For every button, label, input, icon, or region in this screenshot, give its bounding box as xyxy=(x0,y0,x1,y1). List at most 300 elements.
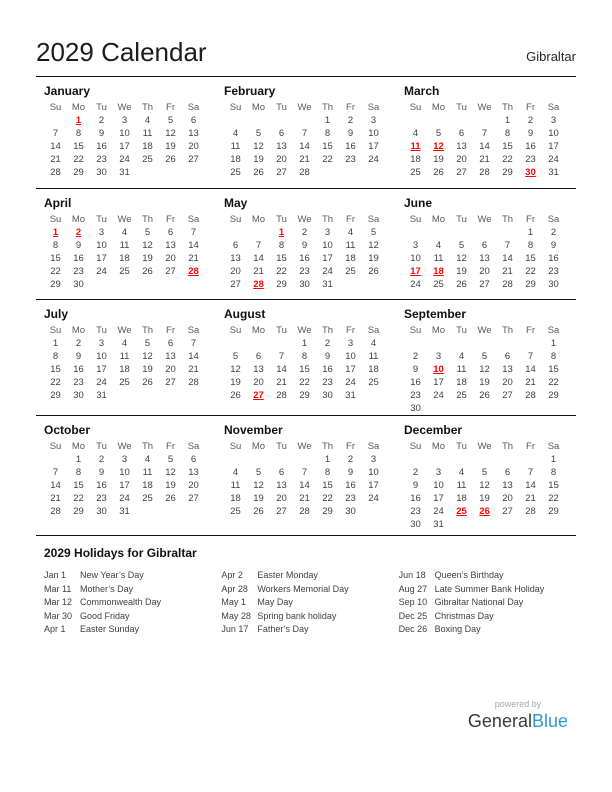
week-row xyxy=(224,389,385,402)
holidays-section-title: 2029 Holidays for Gibraltar xyxy=(44,546,197,560)
day-cell: 31 xyxy=(119,506,130,517)
month-november xyxy=(216,416,396,531)
day-cell: 28 xyxy=(299,167,310,178)
day-cell: 19 xyxy=(230,377,241,388)
week-row xyxy=(404,453,565,466)
day-cell: 22 xyxy=(548,377,559,388)
holiday-name: Workers Memorial Day xyxy=(257,583,349,594)
day-cell: 26 xyxy=(456,279,467,290)
holiday-entry xyxy=(44,610,221,624)
day-cell xyxy=(519,453,542,466)
day-cell xyxy=(496,453,519,466)
day-cell: 20 xyxy=(502,377,513,388)
day-cell: 13 xyxy=(479,253,490,264)
day-cell: 16 xyxy=(96,141,107,152)
day-cell xyxy=(224,226,247,239)
week-row xyxy=(44,492,205,505)
day-cell: 11 xyxy=(433,253,444,264)
day-cell: 4 xyxy=(121,338,128,349)
day-cell: 15 xyxy=(276,253,287,264)
day-cell xyxy=(90,278,113,291)
day-cell: 11 xyxy=(142,467,153,478)
holiday-date: Dec 26 xyxy=(398,624,428,634)
day-cell: 7 xyxy=(527,467,534,478)
day-cell xyxy=(224,114,247,127)
holiday-date: Apr 2 xyxy=(221,570,243,580)
holiday-day-cell: 28 xyxy=(253,279,264,290)
day-cell: 21 xyxy=(276,377,287,388)
day-cell: 24 xyxy=(368,154,379,165)
day-cell: 20 xyxy=(188,141,199,152)
holiday-entry xyxy=(44,623,221,637)
week-row xyxy=(224,265,385,278)
day-cell: 5 xyxy=(255,128,262,139)
week-row xyxy=(44,127,205,140)
day-cell xyxy=(159,166,182,179)
weekday-header: Mo xyxy=(71,102,86,113)
week-row xyxy=(44,376,205,389)
day-cell: 1 xyxy=(550,338,557,349)
day-cell: 3 xyxy=(435,467,442,478)
weekday-header: Th xyxy=(141,325,154,336)
holidays-column-3 xyxy=(399,569,576,637)
day-cell: 13 xyxy=(502,364,513,375)
day-cell: 4 xyxy=(144,454,151,465)
day-cell: 8 xyxy=(75,128,82,139)
day-cell: 14 xyxy=(188,240,199,251)
weekday-header: We xyxy=(117,214,132,225)
day-cell xyxy=(316,166,339,179)
day-cell: 30 xyxy=(96,506,107,517)
weekday-header: Mo xyxy=(71,214,86,225)
day-cell: 5 xyxy=(144,338,151,349)
day-cell: 18 xyxy=(410,154,421,165)
holiday-date: May 28 xyxy=(221,610,251,621)
day-cell: 14 xyxy=(479,141,490,152)
day-cell: 20 xyxy=(479,266,490,277)
day-cell: 15 xyxy=(548,480,559,491)
region-label: Gibraltar xyxy=(526,49,576,64)
footer xyxy=(468,699,568,732)
day-cell: 29 xyxy=(322,506,333,517)
day-cell: 27 xyxy=(188,493,199,504)
day-cell: 3 xyxy=(324,227,331,238)
holidays-column-1 xyxy=(44,569,221,637)
day-cell xyxy=(182,505,205,518)
day-cell: 4 xyxy=(458,351,465,362)
day-cell: 8 xyxy=(324,128,331,139)
day-cell: 23 xyxy=(96,154,107,165)
week-row xyxy=(224,153,385,166)
week-row xyxy=(44,153,205,166)
week-row xyxy=(404,505,565,518)
holiday-date: Mar 11 xyxy=(44,583,72,594)
day-cell xyxy=(519,337,542,350)
weekday-header: Su xyxy=(229,214,242,225)
day-cell: 21 xyxy=(299,493,310,504)
day-cell: 9 xyxy=(347,128,354,139)
month-january xyxy=(36,77,216,188)
month-september xyxy=(396,300,576,415)
weekday-header: Fr xyxy=(526,441,535,452)
day-cell: 25 xyxy=(230,167,241,178)
week-row xyxy=(44,226,205,239)
weekday-header: We xyxy=(297,214,312,225)
day-cell xyxy=(450,402,473,415)
day-cell: 2 xyxy=(412,351,419,362)
day-cell: 10 xyxy=(368,467,379,478)
day-cell xyxy=(362,389,385,402)
day-cell: 27 xyxy=(165,377,176,388)
day-cell: 29 xyxy=(276,279,287,290)
day-cell: 14 xyxy=(525,364,536,375)
holiday-entry xyxy=(44,569,221,583)
day-cell: 26 xyxy=(253,167,264,178)
day-cell: 16 xyxy=(322,364,333,375)
day-cell xyxy=(473,518,496,531)
day-cell: 8 xyxy=(278,240,285,251)
day-cell: 2 xyxy=(75,338,82,349)
month-table xyxy=(44,101,205,179)
holiday-date: Jan 1 xyxy=(44,570,67,580)
week-row xyxy=(404,402,565,415)
day-cell xyxy=(473,453,496,466)
day-cell: 14 xyxy=(299,141,310,152)
day-cell: 11 xyxy=(142,128,153,139)
day-cell: 3 xyxy=(98,338,105,349)
day-cell: 30 xyxy=(410,519,421,530)
day-cell: 20 xyxy=(502,493,513,504)
month-march xyxy=(396,77,576,188)
holiday-entry xyxy=(221,569,398,583)
day-cell: 15 xyxy=(548,364,559,375)
day-cell: 23 xyxy=(299,266,310,277)
day-cell: 9 xyxy=(301,240,308,251)
page-title: 2029 Calendar xyxy=(36,37,207,67)
day-cell: 31 xyxy=(548,167,559,178)
day-cell: 23 xyxy=(322,377,333,388)
day-cell: 14 xyxy=(50,141,61,152)
weekday-header: Fr xyxy=(526,102,535,113)
holiday-name: Mother’s Day xyxy=(80,583,134,594)
day-cell: 13 xyxy=(456,141,467,152)
day-cell: 29 xyxy=(299,390,310,401)
holiday-date: Mar 12 xyxy=(44,597,73,607)
weekday-header: Su xyxy=(49,214,62,225)
holiday-name: Easter Sunday xyxy=(80,624,140,634)
holiday-entry xyxy=(44,596,221,610)
day-cell: 14 xyxy=(253,253,264,264)
day-cell xyxy=(270,337,293,350)
weekday-header: We xyxy=(477,441,492,452)
month-name: March xyxy=(404,84,440,98)
week-row xyxy=(44,140,205,153)
day-cell: 2 xyxy=(98,454,105,465)
week-row xyxy=(44,114,205,127)
weekday-header: Tu xyxy=(456,214,467,225)
day-cell: 22 xyxy=(525,266,536,277)
day-cell: 15 xyxy=(50,364,61,375)
day-cell: 26 xyxy=(142,266,153,277)
day-cell: 20 xyxy=(253,377,264,388)
holiday-day-cell: 26 xyxy=(479,506,490,517)
day-cell: 16 xyxy=(96,480,107,491)
day-cell: 11 xyxy=(456,480,467,491)
holiday-entry xyxy=(221,596,398,610)
week-row xyxy=(224,453,385,466)
day-cell: 8 xyxy=(52,351,59,362)
day-cell: 9 xyxy=(324,351,331,362)
day-cell xyxy=(159,278,182,291)
day-cell: 24 xyxy=(410,279,421,290)
day-cell: 5 xyxy=(232,351,239,362)
day-cell: 5 xyxy=(435,128,442,139)
week-row xyxy=(44,252,205,265)
day-cell: 12 xyxy=(165,467,176,478)
day-cell: 28 xyxy=(479,167,490,178)
holiday-date: Apr 1 xyxy=(44,624,66,634)
day-cell: 29 xyxy=(502,167,513,178)
day-cell: 7 xyxy=(481,128,488,139)
day-cell: 8 xyxy=(75,467,82,478)
month-table xyxy=(404,440,565,531)
week-row xyxy=(44,505,205,518)
weekday-header: Mo xyxy=(431,102,446,113)
day-cell: 24 xyxy=(96,266,107,277)
day-cell: 21 xyxy=(50,493,61,504)
day-cell: 28 xyxy=(502,279,513,290)
powered-by-label: powered by xyxy=(494,699,542,709)
day-cell: 17 xyxy=(345,364,356,375)
weekday-header: We xyxy=(477,102,492,113)
day-cell: 9 xyxy=(98,128,105,139)
weekday-header: We xyxy=(117,102,132,113)
week-row xyxy=(404,265,565,278)
day-cell: 5 xyxy=(255,467,262,478)
day-cell: 20 xyxy=(230,266,241,277)
weekday-header: Mo xyxy=(71,325,86,336)
day-cell xyxy=(519,402,542,415)
day-cell: 28 xyxy=(525,390,536,401)
day-cell: 16 xyxy=(410,377,421,388)
week-row xyxy=(44,453,205,466)
day-cell: 14 xyxy=(299,480,310,491)
day-cell: 24 xyxy=(548,154,559,165)
day-cell: 17 xyxy=(119,141,130,152)
holiday-date: Mar 30 xyxy=(44,610,73,621)
weekday-header: Su xyxy=(49,441,62,452)
day-cell: 7 xyxy=(301,467,308,478)
weekday-header: Th xyxy=(141,214,154,225)
day-cell: 19 xyxy=(142,364,153,375)
month-row-1 xyxy=(36,77,576,188)
holiday-date: May 1 xyxy=(221,597,246,607)
week-row xyxy=(224,492,385,505)
day-cell: 27 xyxy=(188,154,199,165)
weekday-header: Tu xyxy=(96,214,107,225)
day-cell: 30 xyxy=(299,279,310,290)
holiday-day-cell: 28 xyxy=(188,266,199,277)
day-cell: 22 xyxy=(322,154,333,165)
day-cell: 3 xyxy=(121,454,128,465)
day-cell: 23 xyxy=(410,390,421,401)
month-august xyxy=(216,300,396,415)
day-cell: 21 xyxy=(50,154,61,165)
day-cell: 30 xyxy=(322,390,333,401)
day-cell: 1 xyxy=(75,454,82,465)
month-row-2 xyxy=(36,188,576,299)
holiday-entry xyxy=(399,610,576,624)
holiday-name: Late Summer Bank Holiday xyxy=(434,583,545,594)
day-cell: 11 xyxy=(230,141,241,152)
day-cell xyxy=(473,337,496,350)
holiday-entry xyxy=(221,623,398,637)
weekday-header: We xyxy=(117,325,132,336)
day-cell: 15 xyxy=(50,253,61,264)
day-cell: 18 xyxy=(368,364,379,375)
holiday-name: Father’s Day xyxy=(257,624,309,634)
generalblue-logo xyxy=(468,711,568,732)
day-cell: 22 xyxy=(502,154,513,165)
day-cell xyxy=(136,166,159,179)
month-name: November xyxy=(224,423,283,437)
day-cell: 1 xyxy=(52,338,59,349)
day-cell: 5 xyxy=(144,227,151,238)
day-cell: 20 xyxy=(165,364,176,375)
weekday-header: Tu xyxy=(96,325,107,336)
day-cell xyxy=(496,402,519,415)
day-cell xyxy=(473,402,496,415)
month-table xyxy=(224,101,385,179)
day-cell xyxy=(247,226,270,239)
day-cell: 3 xyxy=(435,351,442,362)
day-cell: 25 xyxy=(142,493,153,504)
month-name: May xyxy=(224,196,248,210)
day-cell: 30 xyxy=(73,390,84,401)
day-cell xyxy=(473,226,496,239)
holiday-day-cell: 1 xyxy=(52,227,59,238)
day-cell xyxy=(293,114,316,127)
weekday-header: Tu xyxy=(276,102,287,113)
weekday-header: Th xyxy=(501,214,514,225)
weekday-header: Th xyxy=(501,441,514,452)
month-table xyxy=(44,324,205,402)
week-row xyxy=(224,252,385,265)
day-cell: 16 xyxy=(345,141,356,152)
day-cell: 29 xyxy=(525,279,536,290)
day-cell xyxy=(224,337,247,350)
month-name: April xyxy=(44,196,72,210)
holiday-date: Jun 18 xyxy=(398,570,426,580)
month-october xyxy=(36,416,216,531)
day-cell: 7 xyxy=(278,351,285,362)
day-cell: 6 xyxy=(278,128,285,139)
weekday-header: Tu xyxy=(456,325,467,336)
day-cell: 15 xyxy=(322,141,333,152)
day-cell: 23 xyxy=(96,493,107,504)
holiday-entry xyxy=(399,583,576,597)
day-cell: 16 xyxy=(525,141,536,152)
day-cell xyxy=(270,114,293,127)
day-cell: 9 xyxy=(75,351,82,362)
day-cell xyxy=(362,505,385,518)
day-cell: 15 xyxy=(299,364,310,375)
week-row xyxy=(404,376,565,389)
day-cell: 26 xyxy=(165,154,176,165)
day-cell: 17 xyxy=(322,253,333,264)
week-row xyxy=(44,278,205,291)
month-table xyxy=(404,101,565,179)
day-cell: 10 xyxy=(322,240,333,251)
month-february xyxy=(216,77,396,188)
day-cell: 12 xyxy=(368,240,379,251)
holiday-entry xyxy=(399,596,576,610)
day-cell: 4 xyxy=(458,467,465,478)
day-cell: 17 xyxy=(96,253,107,264)
day-cell: 6 xyxy=(504,467,511,478)
weekday-header: Tu xyxy=(96,441,107,452)
weekday-header: Fr xyxy=(166,102,175,113)
day-cell: 13 xyxy=(276,480,287,491)
day-cell: 25 xyxy=(119,377,130,388)
weekday-header: Tu xyxy=(276,214,287,225)
day-cell: 19 xyxy=(456,266,467,277)
day-cell xyxy=(113,278,136,291)
day-cell xyxy=(113,389,136,402)
day-cell: 12 xyxy=(142,351,153,362)
day-cell xyxy=(450,453,473,466)
day-cell: 8 xyxy=(504,128,511,139)
holiday-date: Dec 25 xyxy=(398,610,428,621)
day-cell: 21 xyxy=(188,253,199,264)
day-cell: 4 xyxy=(412,128,419,139)
day-cell: 25 xyxy=(345,266,356,277)
day-cell: 23 xyxy=(345,493,356,504)
holiday-entry xyxy=(399,569,576,583)
day-cell: 24 xyxy=(368,493,379,504)
week-row xyxy=(404,278,565,291)
day-cell xyxy=(404,453,427,466)
day-cell xyxy=(182,278,205,291)
day-cell: 15 xyxy=(73,480,84,491)
day-cell: 22 xyxy=(548,493,559,504)
day-cell xyxy=(362,278,385,291)
month-name: July xyxy=(44,307,69,321)
day-cell: 2 xyxy=(301,227,308,238)
week-row xyxy=(404,518,565,531)
day-cell: 15 xyxy=(73,141,84,152)
holiday-day-cell: 2 xyxy=(75,227,82,238)
day-cell: 14 xyxy=(502,253,513,264)
month-table xyxy=(224,213,385,291)
day-cell: 8 xyxy=(550,467,557,478)
day-cell xyxy=(182,166,205,179)
day-cell: 7 xyxy=(52,467,59,478)
weekday-header: Mo xyxy=(431,214,446,225)
holiday-name: May Day xyxy=(257,597,293,607)
holiday-date: Sep 10 xyxy=(398,597,428,607)
day-cell: 15 xyxy=(525,253,536,264)
holiday-name: Gibraltar National Day xyxy=(434,597,524,607)
weekday-header: Tu xyxy=(96,102,107,113)
day-cell: 2 xyxy=(347,115,354,126)
weekday-header: Su xyxy=(49,325,62,336)
weekday-header: We xyxy=(477,325,492,336)
day-cell: 17 xyxy=(368,480,379,491)
week-row xyxy=(224,140,385,153)
day-cell: 6 xyxy=(190,454,197,465)
day-cell: 22 xyxy=(276,266,287,277)
